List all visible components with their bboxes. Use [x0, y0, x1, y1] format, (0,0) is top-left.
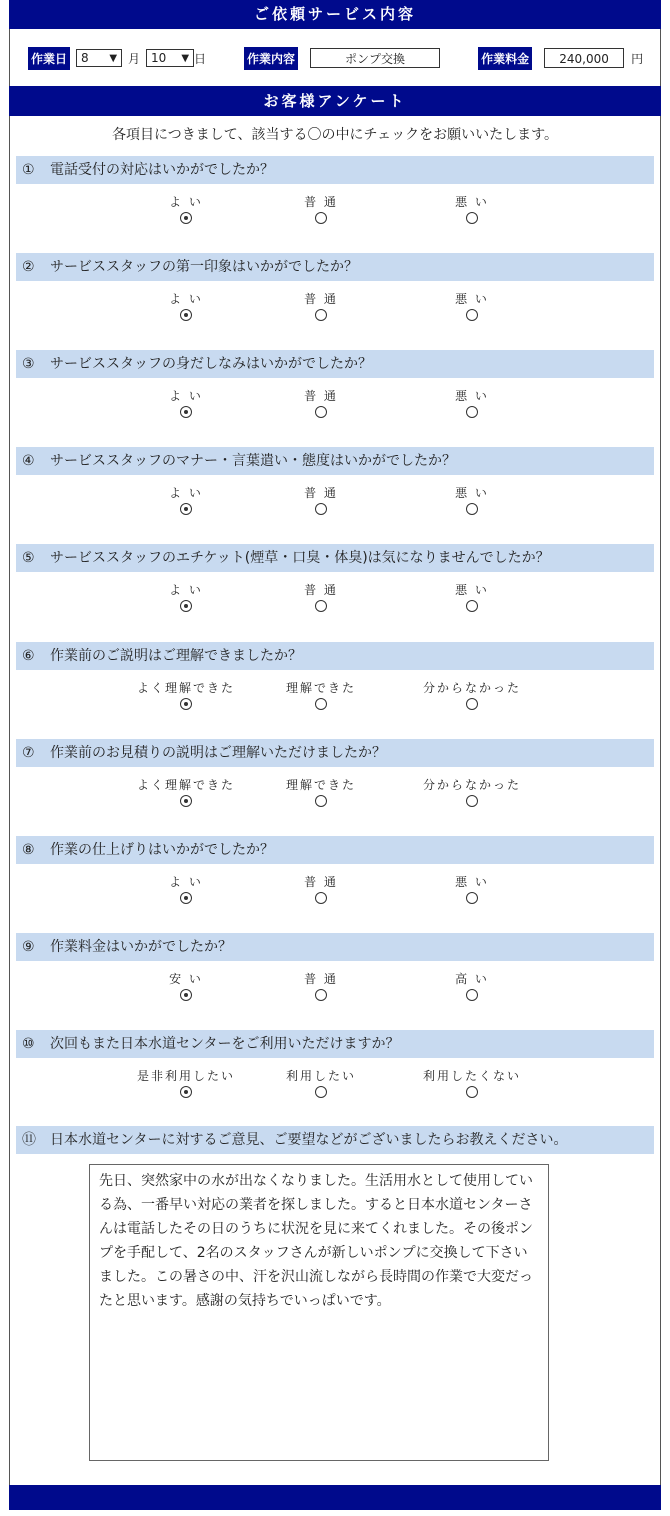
- option-label: 普 通: [304, 292, 338, 306]
- question-3: [16, 350, 654, 378]
- option-label: 悪 い: [455, 389, 489, 403]
- answer-option[interactable]: [261, 971, 381, 1001]
- option-label: 普 通: [304, 195, 338, 209]
- month-value: 8: [81, 51, 89, 65]
- radio-selected-icon[interactable]: [180, 1086, 192, 1098]
- radio-icon[interactable]: [315, 989, 327, 1001]
- question-number: ③: [22, 356, 35, 372]
- question-text: サービススタッフの身だしなみはいかがでしたか？: [50, 356, 372, 372]
- day-select[interactable]: [146, 49, 194, 67]
- option-label: 普 通: [304, 583, 338, 597]
- answer-option[interactable]: [261, 680, 381, 710]
- radio-icon[interactable]: [466, 795, 478, 807]
- radio-selected-icon[interactable]: [180, 795, 192, 807]
- footer-bar: [9, 1485, 661, 1510]
- answer-option[interactable]: [412, 582, 532, 612]
- question-text: サービススタッフのエチケット(煙草・口臭・体臭)は気になりませんでしたか？: [50, 550, 550, 566]
- radio-icon[interactable]: [466, 309, 478, 321]
- option-label: 分からなかった: [422, 681, 521, 695]
- answer-option[interactable]: [261, 1068, 381, 1098]
- answer-option[interactable]: [412, 291, 532, 321]
- question-number: ⑦: [22, 745, 35, 761]
- chevron-down-icon: ▼: [109, 52, 118, 64]
- question-7: [16, 739, 654, 767]
- radio-icon[interactable]: [466, 600, 478, 612]
- question-number: ⑧: [22, 842, 35, 858]
- option-label: 分からなかった: [422, 778, 521, 792]
- answer-option[interactable]: [412, 680, 532, 710]
- answer-option[interactable]: [126, 582, 246, 612]
- answer-option[interactable]: [126, 485, 246, 515]
- radio-icon[interactable]: [315, 212, 327, 224]
- question-text: 次回もまた日本水道センターをご利用いただけますか？: [50, 1036, 400, 1052]
- radio-icon[interactable]: [315, 503, 327, 515]
- month-unit: 月: [128, 51, 141, 66]
- answer-option[interactable]: [412, 971, 532, 1001]
- radio-selected-icon[interactable]: [180, 406, 192, 418]
- radio-icon[interactable]: [315, 600, 327, 612]
- answer-option[interactable]: [261, 291, 381, 321]
- question-number: ⑥: [22, 648, 35, 664]
- option-label: 普 通: [304, 389, 338, 403]
- question-text: サービススタッフのマナー・言葉遣い・態度はいかがでしたか？: [50, 453, 456, 469]
- question-2: [16, 253, 654, 281]
- option-label: 利用したい: [285, 1069, 356, 1083]
- fee-label: 作業料金: [478, 47, 532, 70]
- option-label: 高 い: [455, 972, 489, 986]
- radio-icon[interactable]: [466, 892, 478, 904]
- survey-intro: 各項目につきまして、該当する〇の中にチェックをお願いいたします。: [112, 127, 558, 143]
- radio-icon[interactable]: [466, 1086, 478, 1098]
- option-label: 悪 い: [455, 875, 489, 889]
- question-text: 電話受付の対応はいかがでしたか？: [50, 162, 274, 178]
- answer-option[interactable]: [412, 874, 532, 904]
- option-label: 悪 い: [455, 583, 489, 597]
- radio-selected-icon[interactable]: [180, 212, 192, 224]
- option-label: 悪 い: [455, 195, 489, 209]
- question-number: ④: [22, 453, 35, 469]
- answer-option[interactable]: [261, 874, 381, 904]
- day-value: 10: [151, 51, 167, 65]
- radio-selected-icon[interactable]: [180, 309, 192, 321]
- option-label: よ い: [169, 389, 203, 403]
- question-text: 作業前のお見積りの説明はご理解いただけましたか？: [50, 745, 386, 761]
- answer-option[interactable]: [126, 680, 246, 710]
- answer-option[interactable]: [412, 777, 532, 807]
- radio-icon[interactable]: [466, 698, 478, 710]
- service-header: ご依頼サービス内容: [9, 0, 661, 29]
- answer-option[interactable]: [261, 777, 381, 807]
- question-6: [16, 642, 654, 670]
- option-label: 安 い: [169, 972, 203, 986]
- answer-option[interactable]: [126, 194, 246, 224]
- comment-textarea[interactable]: 先日、突然家中の水が出なくなりました。生活用水として使用している為、一番早い対応の業者を探しました。すると日本水道センターさんは電話したその日のうちに状況を見に来てくれました。その後ポンプを手配して、2名のスタッフさんが新しいポンプに交換して下さいました。この暑さの中、汗を沢山流しながら長時間の作業で大変だったと思います。感謝の気持ちでいっぱいです。: [89, 1164, 549, 1461]
- option-label: よく理解できた: [136, 778, 235, 792]
- service-row: [28, 45, 643, 71]
- question-number: ⑤: [22, 550, 35, 566]
- answer-option[interactable]: [126, 874, 246, 904]
- radio-icon[interactable]: [315, 698, 327, 710]
- answer-option[interactable]: [261, 485, 381, 515]
- answer-option[interactable]: [126, 388, 246, 418]
- answer-option[interactable]: [412, 1068, 532, 1098]
- radio-icon[interactable]: [466, 503, 478, 515]
- option-label: 是非利用したい: [136, 1069, 235, 1083]
- survey-header: お客様アンケート: [9, 86, 661, 116]
- radio-icon[interactable]: [315, 795, 327, 807]
- question-9: [16, 933, 654, 961]
- radio-selected-icon[interactable]: [180, 503, 192, 515]
- radio-icon[interactable]: [315, 309, 327, 321]
- radio-selected-icon[interactable]: [180, 892, 192, 904]
- option-label: 悪 い: [455, 486, 489, 500]
- option-label: 普 通: [304, 875, 338, 889]
- option-label: よ い: [169, 583, 203, 597]
- month-select[interactable]: [76, 49, 122, 67]
- work-label: 作業内容: [244, 47, 298, 70]
- option-label: よ い: [169, 875, 203, 889]
- answer-option[interactable]: [126, 777, 246, 807]
- option-label: よ い: [169, 486, 203, 500]
- question-number: ①: [22, 162, 35, 178]
- question-text: 日本水道センターに対するご意見、ご要望などがございましたらお教えください。: [50, 1132, 568, 1148]
- question-4: [16, 447, 654, 475]
- answer-option[interactable]: [126, 971, 246, 1001]
- radio-selected-icon[interactable]: [180, 698, 192, 710]
- answer-option[interactable]: [126, 1068, 246, 1098]
- fee-field[interactable]: 240,000: [544, 48, 624, 68]
- answer-option[interactable]: [261, 194, 381, 224]
- question-text: サービススタッフの第一印象はいかがでしたか？: [50, 259, 358, 275]
- answer-option[interactable]: [412, 388, 532, 418]
- question-text: 作業前のご説明はご理解できましたか？: [50, 648, 302, 664]
- answer-option[interactable]: [412, 194, 532, 224]
- option-label: 普 通: [304, 486, 338, 500]
- option-label: 悪 い: [455, 292, 489, 306]
- radio-icon[interactable]: [466, 212, 478, 224]
- comment-question: [16, 1126, 654, 1154]
- question-number: ⑪: [22, 1132, 36, 1148]
- question-text: 作業料金はいかがでしたか？: [50, 939, 232, 955]
- question-text: 作業の仕上げりはいかがでしたか？: [50, 842, 274, 858]
- option-label: 理解できた: [285, 681, 356, 695]
- question-1: [16, 156, 654, 184]
- option-label: よ い: [169, 292, 203, 306]
- date-label: 作業日: [28, 47, 70, 70]
- answer-option[interactable]: [261, 388, 381, 418]
- answer-option[interactable]: [412, 485, 532, 515]
- radio-selected-icon[interactable]: [180, 989, 192, 1001]
- question-number: ⑩: [22, 1036, 35, 1052]
- work-field[interactable]: ポンプ交換: [310, 48, 440, 68]
- radio-icon[interactable]: [315, 892, 327, 904]
- radio-icon[interactable]: [466, 406, 478, 418]
- radio-selected-icon[interactable]: [180, 600, 192, 612]
- radio-icon[interactable]: [466, 989, 478, 1001]
- question-10: [16, 1030, 654, 1058]
- day-unit: 日: [194, 51, 207, 66]
- option-label: よ い: [169, 195, 203, 209]
- chevron-down-icon: ▼: [181, 52, 190, 64]
- radio-icon[interactable]: [315, 406, 327, 418]
- option-label: 理解できた: [285, 778, 356, 792]
- question-8: [16, 836, 654, 864]
- answer-option[interactable]: [261, 582, 381, 612]
- answer-option[interactable]: [126, 291, 246, 321]
- question-number: ②: [22, 259, 35, 275]
- fee-unit: 円: [631, 51, 644, 66]
- option-label: よく理解できた: [136, 681, 235, 695]
- option-label: 普 通: [304, 972, 338, 986]
- question-number: ⑨: [22, 939, 35, 955]
- question-5: [16, 544, 654, 572]
- option-label: 利用したくない: [422, 1069, 521, 1083]
- radio-icon[interactable]: [315, 1086, 327, 1098]
